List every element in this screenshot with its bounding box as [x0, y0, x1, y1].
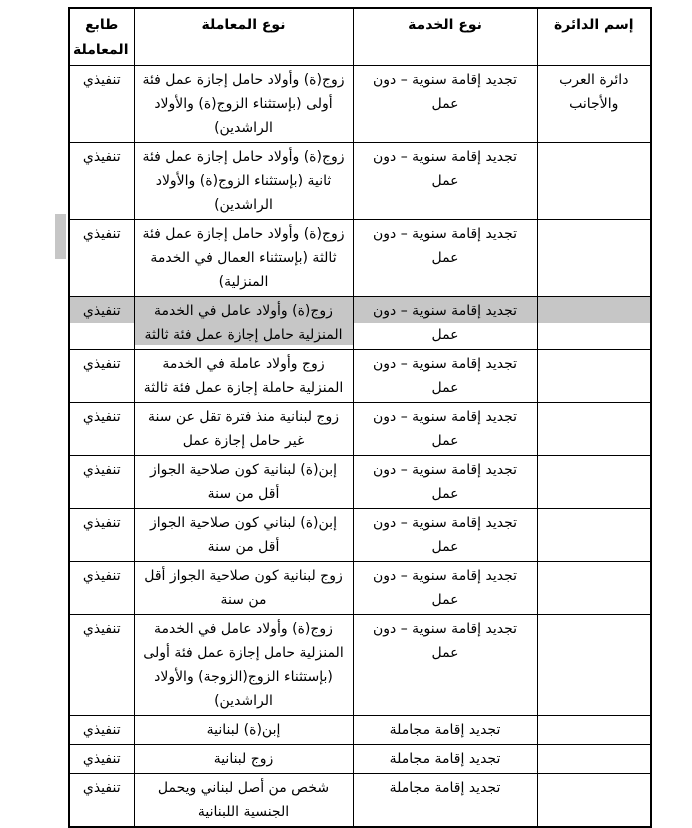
cell-stamp: تنفيذي — [69, 143, 134, 220]
cell-transaction: زوج(ة) وأولاد حامل إجازة عمل فئة ثالثة (بإستثناء العمال في الخدمة المنزلية) — [134, 220, 353, 297]
cell-stamp: تنفيذي — [69, 220, 134, 297]
cell-department — [537, 456, 651, 509]
cell-department — [537, 143, 651, 220]
cell-department — [537, 745, 651, 774]
cell-service: تجديد إقامة سنوية – دون عمل — [353, 350, 537, 403]
cell-service: تجديد إقامة سنوية – دون عمل — [353, 509, 537, 562]
table-header — [69, 8, 651, 66]
cell-service: تجديد إقامة مجاملة — [353, 774, 537, 828]
cell-stamp: تنفيذي — [69, 456, 134, 509]
cell-service: تجديد إقامة سنوية – دون عمل — [353, 220, 537, 297]
cell-transaction: زوج(ة) وأولاد عامل في الخدمة المنزلية حامل إجازة عمل فئة أولى (بإستثناء الزوج(الزوجة) والأولاد الراشدين) — [134, 615, 353, 716]
cell-department — [537, 403, 651, 456]
header-stamp: طابع المعاملة — [69, 8, 134, 66]
header-transaction: نوع المعاملة — [134, 8, 353, 66]
cell-transaction: زوج(ة) وأولاد حامل إجازة عمل فئة ثانية (بإستثناء الزوج(ة) والأولاد الراشدين) — [134, 143, 353, 220]
cell-service: تجديد إقامة سنوية – دون عمل — [353, 403, 537, 456]
cell-department — [537, 615, 651, 716]
cell-transaction: إبن(ة) لبنانية كون صلاحية الجواز أقل من سنة — [134, 456, 353, 509]
table-row — [69, 66, 651, 143]
table-row — [69, 143, 651, 220]
cell-department — [537, 509, 651, 562]
cell-transaction: شخص من أصل لبناني ويحمل الجنسية اللبنانية — [134, 774, 353, 828]
table-row — [69, 716, 651, 745]
cell-transaction: إبن(ة) لبنانية — [134, 716, 353, 745]
cell-transaction: زوج(ة) وأولاد عامل في الخدمة المنزلية حامل إجازة عمل فئة ثالثة — [134, 297, 353, 350]
table-row — [69, 562, 651, 615]
cell-stamp: تنفيذي — [69, 615, 134, 716]
cell-department: دائرة العرب والأجانب — [537, 66, 651, 143]
header-department: إسم الدائرة — [537, 8, 651, 66]
cell-service: تجديد إقامة سنوية – دون عمل — [353, 297, 537, 350]
cell-service: تجديد إقامة سنوية – دون عمل — [353, 615, 537, 716]
cell-service: تجديد إقامة سنوية – دون عمل — [353, 66, 537, 143]
cell-department — [537, 297, 651, 350]
table-row — [69, 403, 651, 456]
table-row — [69, 509, 651, 562]
cell-stamp: تنفيذي — [69, 774, 134, 828]
table-row — [69, 456, 651, 509]
table-row — [69, 220, 651, 297]
cell-transaction: زوج لبنانية — [134, 745, 353, 774]
cell-service: تجديد إقامة سنوية – دون عمل — [353, 143, 537, 220]
table-row — [69, 745, 651, 774]
cell-stamp: تنفيذي — [69, 297, 134, 350]
header-service: نوع الخدمة — [353, 8, 537, 66]
table-body — [69, 66, 651, 828]
cell-stamp: تنفيذي — [69, 745, 134, 774]
cell-stamp: تنفيذي — [69, 716, 134, 745]
cell-service: تجديد إقامة مجاملة — [353, 716, 537, 745]
cell-transaction: زوج لبنانية منذ فترة تقل عن سنة غير حامل إجازة عمل — [134, 403, 353, 456]
cell-transaction: زوج لبنانية كون صلاحية الجواز أقل من سنة — [134, 562, 353, 615]
cell-department — [537, 716, 651, 745]
table-row — [69, 615, 651, 716]
cell-transaction: زوج(ة) وأولاد حامل إجازة عمل فئة أولى (بإستثناء الزوج(ة) والأولاد الراشدين) — [134, 66, 353, 143]
cell-department — [537, 562, 651, 615]
cell-stamp: تنفيذي — [69, 66, 134, 143]
cell-service: تجديد إقامة سنوية – دون عمل — [353, 562, 537, 615]
cell-department — [537, 220, 651, 297]
header-row — [69, 8, 651, 66]
cell-transaction: زوج وأولاد عاملة في الخدمة المنزلية حاملة إجازة عمل فئة ثالثة — [134, 350, 353, 403]
cell-department — [537, 774, 651, 828]
cell-service: تجديد إقامة سنوية – دون عمل — [353, 456, 537, 509]
table-row — [69, 774, 651, 828]
cell-stamp: تنفيذي — [69, 562, 134, 615]
table-row — [69, 350, 651, 403]
table-row-highlighted — [69, 297, 651, 350]
selection-margin-strip — [55, 214, 66, 259]
cell-department — [537, 350, 651, 403]
cell-service: تجديد إقامة مجاملة — [353, 745, 537, 774]
cell-transaction: إبن(ة) لبناني كون صلاحية الجواز أقل من سنة — [134, 509, 353, 562]
residence-transactions-table — [68, 7, 652, 828]
cell-stamp: تنفيذي — [69, 350, 134, 403]
cell-stamp: تنفيذي — [69, 403, 134, 456]
cell-stamp: تنفيذي — [69, 509, 134, 562]
